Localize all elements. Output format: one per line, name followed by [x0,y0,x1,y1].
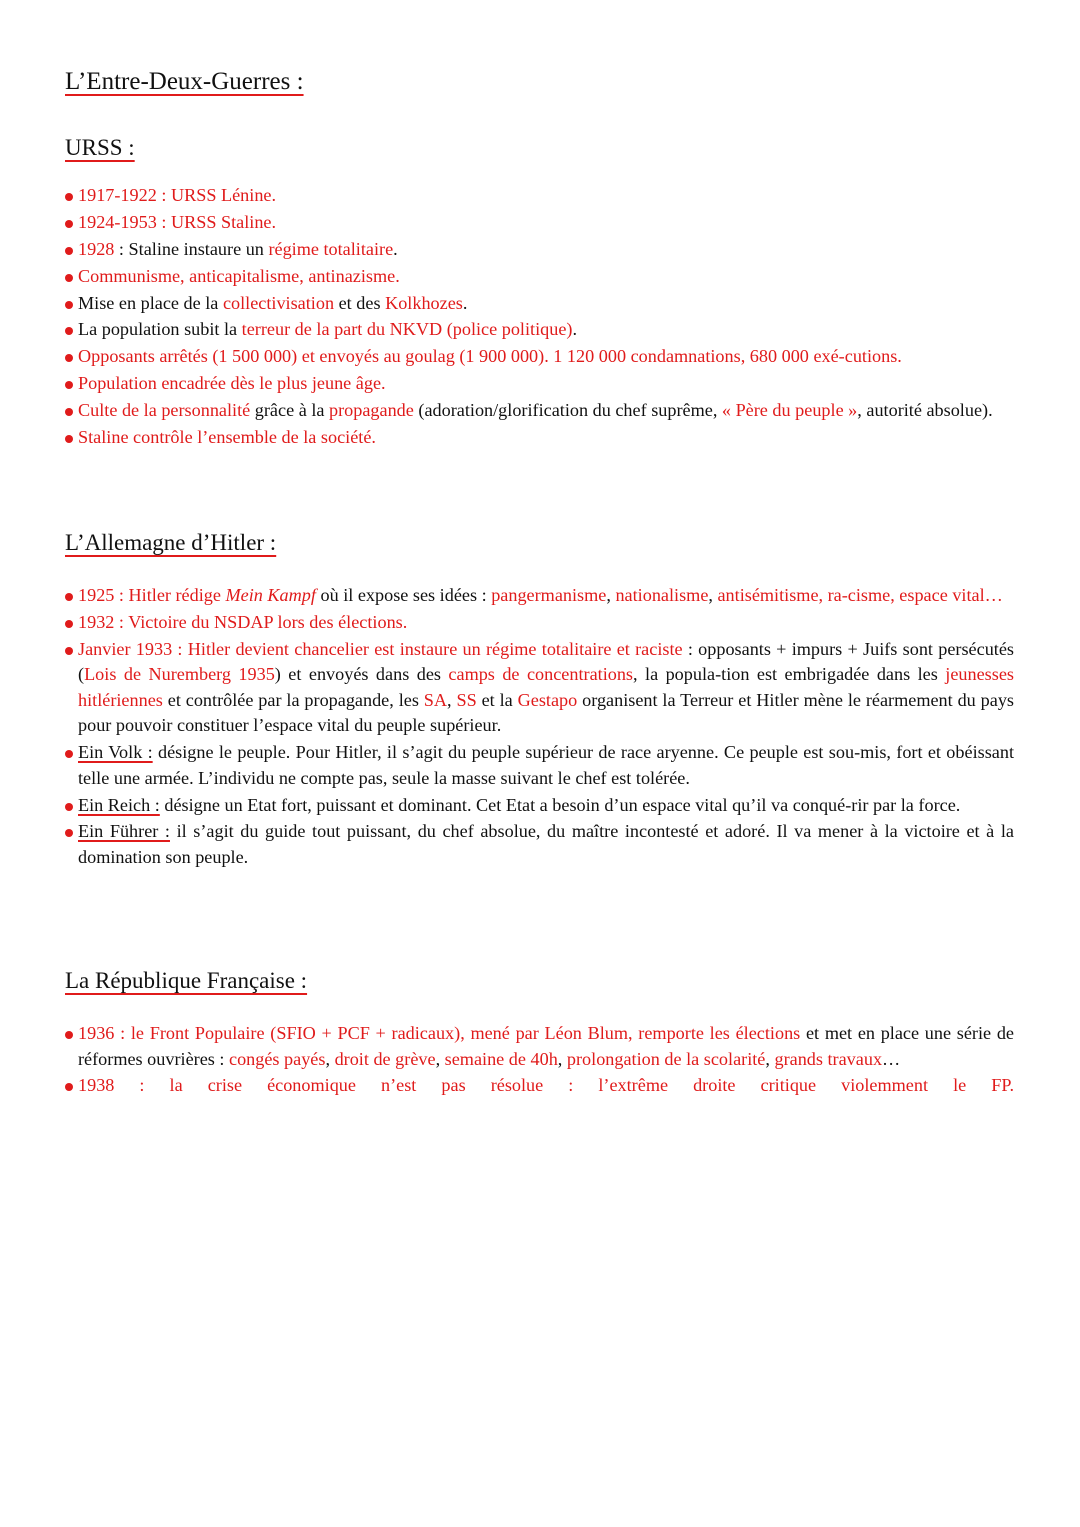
bullet-icon [65,620,73,628]
bullet-icon [65,193,73,201]
list-item: Mise en place de la collectivisation et des Kolkhozes. [62,291,1014,317]
bullet-icon [65,354,73,362]
france-list [62,1021,1014,1100]
list-item: Opposants arrêtés (1 500 000) et envoyés au goulag (1 900 000). 1 120 000 condamnations, 680 000 exé-cutions. [62,344,1014,370]
section-heading-allemagne: L’Allemagne d’Hitler : [65,530,277,555]
list-item: 1925 : Hitler rédige Mein Kampf où il expose ses idées : pangermanisme, nationalisme, antisémitisme, ra-cisme, espace vital… [62,583,1014,609]
bullet-icon [65,435,73,443]
list-item: La population subit la terreur de la part du NKVD (police politique). [62,317,1014,343]
list-item: 1917-1922 : URSS Lénine. [62,183,1014,209]
section-heading-france: La République Française : [65,968,308,993]
list-item: Ein Führer : il s’agit du guide tout puissant, du chef absolue, du maître incontesté et adoré. Il va mener à la victoire et à la domination son peuple. [62,819,1014,870]
list-item: Ein Volk : désigne le peuple. Pour Hitler, il s’agit du peuple supérieur de race aryenne. Ce peuple est sou-mis, fort et obéissant telle une armée. L’individu ne compte pas, seule la masse suivant le chef est tolérée. [62,740,1014,791]
list-item: 1924-1953 : URSS Staline. [62,210,1014,236]
bullet-icon [65,1031,73,1039]
bullet-icon [65,750,73,758]
bullet-icon [65,1083,73,1091]
urss-list [62,183,1014,452]
bullet-icon [65,327,73,335]
bullet-icon [65,408,73,416]
list-item: Culte de la personnalité grâce à la propagande (adoration/glorification du chef suprême, « Père du peuple », autorité absolue). [62,398,1014,424]
list-item: 1928 : Staline instaure un régime totalitaire. [62,237,1014,263]
list-item: 1938 : la crise économique n’est pas résolue : l’extrême droite critique violemment le FP. [62,1073,1014,1099]
document-title: L’Entre-Deux-Guerres : [65,68,304,95]
bullet-icon [65,381,73,389]
list-item: Communisme, anticapitalisme, antinazisme. [62,264,1014,290]
list-item: Population encadrée dès le plus jeune âge. [62,371,1014,397]
bullet-icon [65,647,73,655]
bullet-icon [65,803,73,811]
bullet-icon [65,274,73,282]
list-item: Staline contrôle l’ensemble de la société. [62,425,1014,451]
bullet-icon [65,829,73,837]
section-heading-urss: URSS : [65,135,135,160]
list-item: Ein Reich : désigne un Etat fort, puissant et dominant. Cet Etat a besoin d’un espace vital qu’il va conqué-rir par la force. [62,793,1014,819]
bullet-icon [65,593,73,601]
list-item: 1932 : Victoire du NSDAP lors des élections. [62,610,1014,636]
list-item: 1936 : le Front Populaire (SFIO + PCF + radicaux), mené par Léon Blum, remporte les élections et met en place une série de réformes ouvrières : congés payés, droit de grève, semaine de 40h, prolongation de la scolarité, grands travaux… [62,1021,1014,1072]
allemagne-list [62,583,1014,872]
bullet-icon [65,247,73,255]
list-item: Janvier 1933 : Hitler devient chancelier est instaure un régime totalitaire et raciste : opposants + impurs + Juifs sont persécutés (Lois de Nuremberg 1935) et envoyés dans des camps de concentrations, la popula-tion est embrigadée dans les jeunesses hitlériennes et contrôlée par la propagande, les SA, SS et la Gestapo organisent la Terreur et Hitler mène le réarmement du pays pour pouvoir constituer l’espace vital du peuple supérieur. [62,637,1014,739]
bullet-icon [65,220,73,228]
bullet-icon [65,301,73,309]
